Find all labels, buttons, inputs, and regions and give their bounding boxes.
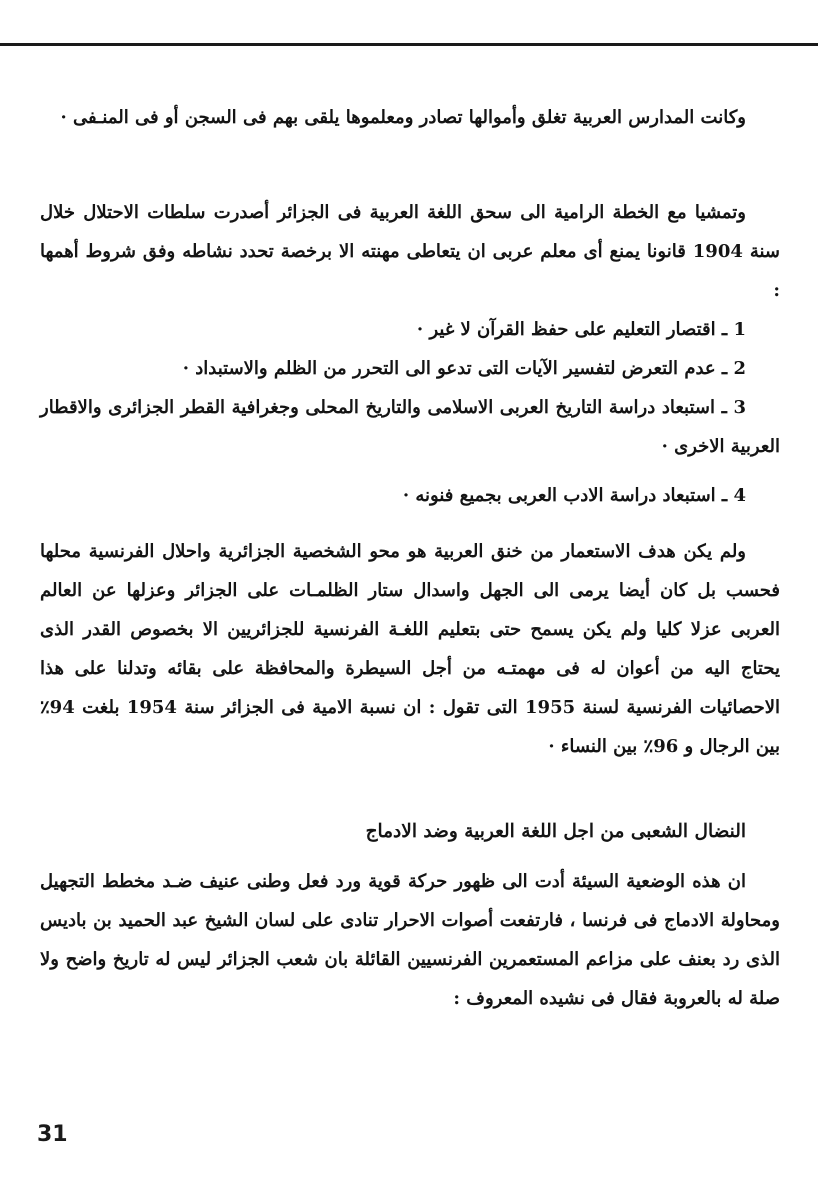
section-heading: النضال الشعبى من اجل اللغة العربية وضد الادماج xyxy=(365,821,746,842)
list-item-2: 2 ـ عدم التعرض لتفسير الآيات التى تدعو الى التحرر من الظلم والاستبداد · xyxy=(182,358,746,379)
page-number: 31 xyxy=(37,1122,68,1147)
top-rule xyxy=(0,43,818,46)
list-item-1: 1 ـ اقتصار التعليم على حفظ القرآن لا غير · xyxy=(416,319,746,340)
paragraph-1904-law xyxy=(40,193,780,310)
paragraph-text: ولم يكن هدف الاستعمار من خنق العربية هو محو الشخصية الجزائرية واحلال الفرنسية محلها فحسب بل كان أيضا يرمى الى الجهل واسدال ستار الظلمـات على الجزائر وعزلها عن العالم العربى عزلا كليا ولم يكن يسمح حتى بتعليم اللغـة الفرنسية للجزائريين الا بخصوص القدر الذى يحتاج اليه من أعوان له فى مهمتـه من أجل السيطرة والمحافظة على بقائه وتدلنا على هذا الاحصائيات الفرنسية لسنة 1955 التى تقول : ان نسبة الامية فى الجزائر سنة 1954 بلغت 94٪ بين الرجال و 96٪ بين النساء · xyxy=(40,541,780,757)
paragraph-popular-struggle xyxy=(40,862,780,1018)
list-item-4: 4 ـ استبعاد دراسة الادب العربى بجميع فنونه · xyxy=(402,485,746,506)
paragraph-schools-closed xyxy=(40,98,780,137)
paragraph-text: وكانت المدارس العربية تغلق وأموالها تصادر ومعلموها يلقى بهم فى السجن أو فى المنـفى · xyxy=(60,107,746,128)
conditions-list xyxy=(40,310,780,466)
conditions-list-continued xyxy=(40,476,780,515)
list-item-3: 3 ـ استبعاد دراسة التاريخ العربى الاسلامى والتاريخ المحلى وجغرافية القطر الجزائرى والاقطار العربية الاخرى · xyxy=(40,397,780,457)
paragraph-colonial-goal xyxy=(40,532,780,766)
section-heading-block xyxy=(40,812,780,851)
paragraph-text: ان هذه الوضعية السيئة أدت الى ظهور حركة قوية ورد فعل وطنى عنيف ضـد مخطط التجهيل ومحاولة الادماج فى فرنسا ، فارتفعت أصوات الاحرار تنادى على لسان الشيخ عبد الحميد بن باديس الذى رد بعنف على مزاعم المستعمرين الفرنسيين القائلة بان شعب الجزائر ليس له تاريخ واضح ولا صلة له بالعروبة فقال فى نشيده المعروف : xyxy=(40,871,780,1009)
paragraph-text: وتمشيا مع الخطة الرامية الى سحق اللغة العربية فى الجزائر أصدرت سلطات الاحتلال خلال سنة 1904 قانونا يمنع أى معلم عربى ان يتعاطى مهنته الا برخصة تحدد نشاطه وفق شروط أهمها : xyxy=(40,202,780,301)
